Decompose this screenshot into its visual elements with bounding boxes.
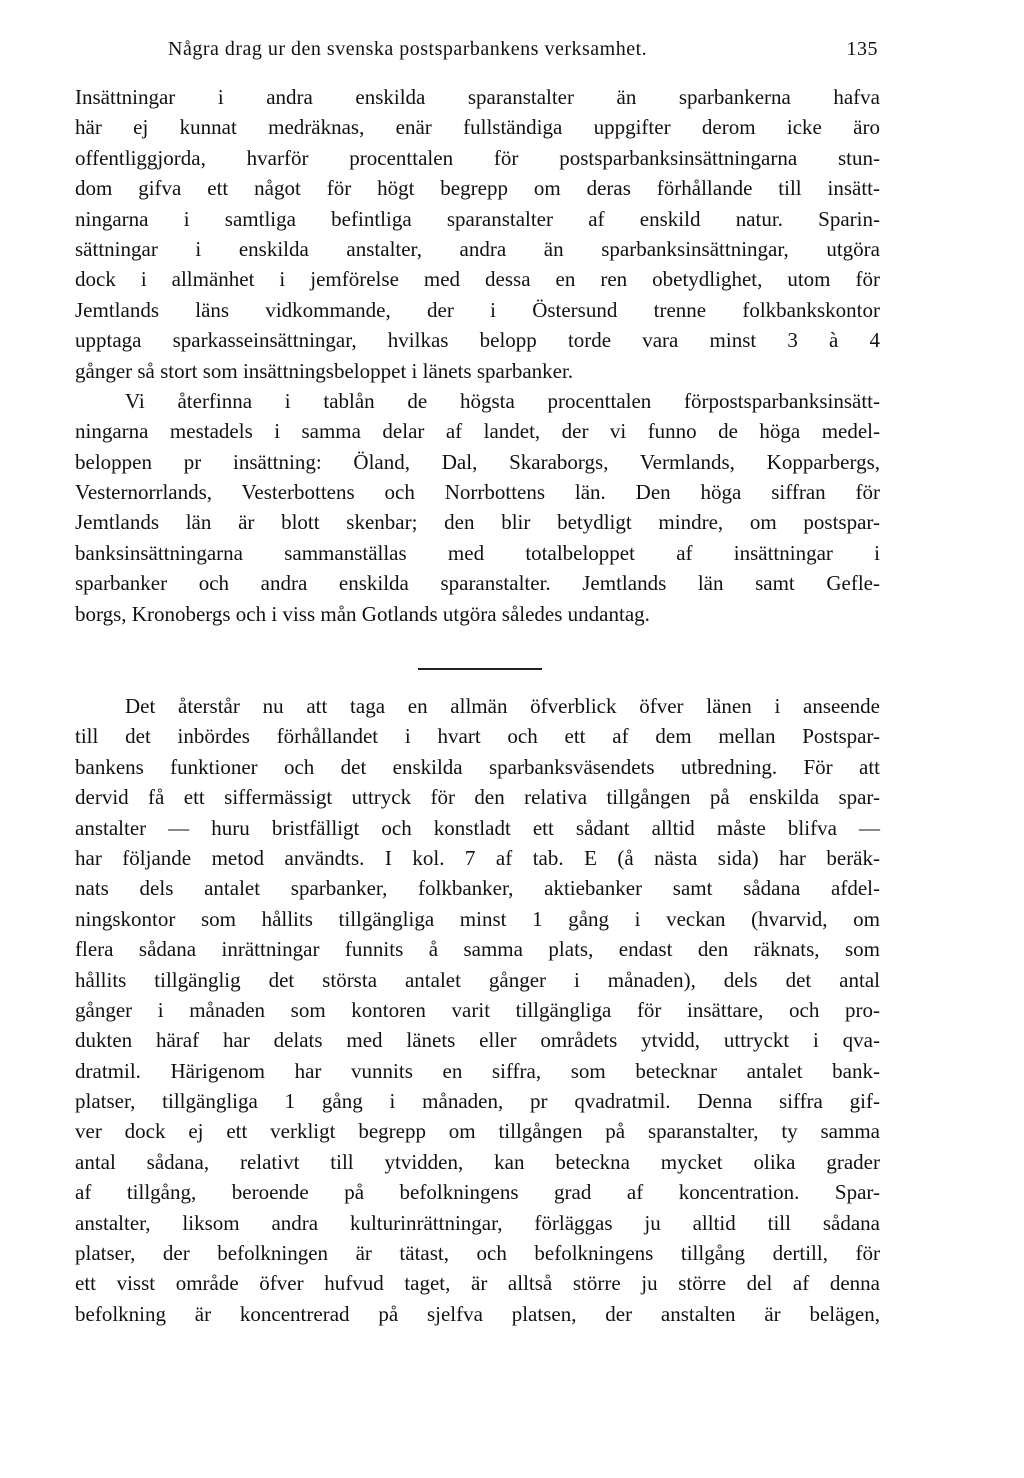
- text-line: gånger i månaden som kontoren varit tillgängliga för insättare, och pro-: [75, 997, 880, 1022]
- text-line: Insättningar i andra enskilda sparanstalter än sparbankerna hafva: [75, 85, 880, 109]
- text-line: banksinsättningarna sammanställas med totalbeloppet af insättningar i: [75, 540, 880, 565]
- text-line: bankens funktioner och det enskilda sparbanksväsendets utbredning. För att: [75, 754, 880, 779]
- text-line: till det inbördes förhållandet i hvart och ett af dem mellan Postspar-: [75, 724, 880, 749]
- text-line: nats dels antalet sparbanker, folkbanker, aktiebanker samt sådana afdel-: [75, 876, 880, 901]
- text-line: här ej kunnat medräknas, enär fullständiga uppgifter derom icke äro: [75, 115, 880, 140]
- text-line: dervid få ett siffermässigt uttryck för den relativa tillgången på enskilda spar-: [75, 785, 880, 810]
- running-header: [168, 38, 878, 68]
- text-line: anstalter — huru bristfälligt och konstladt ett sådant alltid måste blifva —: [75, 815, 880, 840]
- text-line: antal sådana, relativt till ytvidden, kan beteckna mycket olika grader: [75, 1149, 880, 1174]
- text-line: har följande metod användts. I kol. 7 af tab. E (å nästa sida) har beräk-: [75, 845, 880, 870]
- section-divider: [418, 668, 542, 670]
- text-line: ett visst område öfver hufvud taget, är alltså större ju större del af denna: [75, 1271, 880, 1296]
- text-line: dom gifva ett något för högt begrepp om deras förhållande till insätt-: [75, 176, 880, 201]
- text-line: Jemtlands läns vidkommande, der i Östersund trenne folkbankskontor: [75, 297, 880, 322]
- text-line: Det återstår nu att taga en allmän öfverblick öfver länen i anseende: [125, 694, 880, 718]
- text-line: dock i allmänhet i jemförelse med dessa en ren obetydlighet, utom för: [75, 267, 880, 292]
- text-line: hållits tillgänglig det största antalet gånger i månaden), dels det antal: [75, 967, 880, 992]
- text-line: platser, tillgängliga 1 gång i månaden, pr qvadratmil. Denna siffra gif-: [75, 1089, 880, 1114]
- text-line: borgs, Kronobergs och i viss mån Gotlands utgöra således undantag.: [75, 601, 650, 626]
- text-line: offentliggjorda, hvarför procenttalen för postsparbanksinsättningarna stun-: [75, 145, 880, 170]
- text-line: platser, der befolkningen är tätast, och befolkningens tillgång dertill, för: [75, 1241, 880, 1266]
- text-line: Vi återfinna i tablån de högsta procenttalen förpostsparbanksinsätt-: [125, 388, 880, 413]
- text-line: beloppen pr insättning: Öland, Dal, Skaraborgs, Vermlands, Kopparbergs,: [75, 449, 880, 474]
- text-line: ningarna mestadels i samma delar af landet, der vi funno de höga medel-: [75, 419, 880, 444]
- text-line: upptaga sparkasseinsättningar, hvilkas belopp torde vara minst 3 à 4: [75, 328, 880, 353]
- text-line: flera sådana inrättningar funnits å samma plats, endast den räknats, som: [75, 937, 880, 962]
- text-line: dratmil. Härigenom har vunnits en siffra, som betecknar antalet bank-: [75, 1058, 880, 1083]
- page-number: 135: [846, 38, 878, 60]
- text-line: ningskontor som hållits tillgängliga minst 1 gång i veckan (hvarvid, om: [75, 906, 880, 931]
- text-line: sättningar i enskilda anstalter, andra än sparbanksinsättningar, utgöra: [75, 236, 880, 261]
- text-line: ningarna i samtliga befintliga sparanstalter af enskild natur. Sparin-: [75, 206, 880, 231]
- text-line: Jemtlands län är blott skenbar; den blir betydligt mindre, om postspar-: [75, 510, 880, 535]
- header-title: Några drag ur den svenska postsparbankens verksamhet.: [168, 38, 648, 60]
- text-line: sparbanker och andra enskilda sparanstalter. Jemtlands län samt Gefle-: [75, 571, 880, 596]
- text-line: befolkning är koncentrerad på sjelfva platsen, der anstalten är belägen,: [75, 1301, 880, 1326]
- text-line: gånger så stort som insättningsbeloppet i länets sparbanker.: [75, 358, 574, 383]
- text-line: anstalter, liksom andra kulturinrättningar, förläggas ju alltid till sådana: [75, 1210, 880, 1235]
- text-line: af tillgång, beroende på befolkningens grad af koncentration. Spar-: [75, 1180, 880, 1205]
- paragraph-1: [75, 82, 880, 629]
- text-line: ver dock ej ett verkligt begrepp om tillgången på sparanstalter, ty samma: [75, 1119, 880, 1144]
- text-line: dukten häraf har delats med länets eller områdets ytvidd, uttryckt i qva-: [75, 1028, 880, 1053]
- text-line: Vesternorrlands, Vesterbottens och Norrbottens län. Den höga siffran för: [75, 480, 880, 505]
- paragraph-2: [75, 691, 880, 1329]
